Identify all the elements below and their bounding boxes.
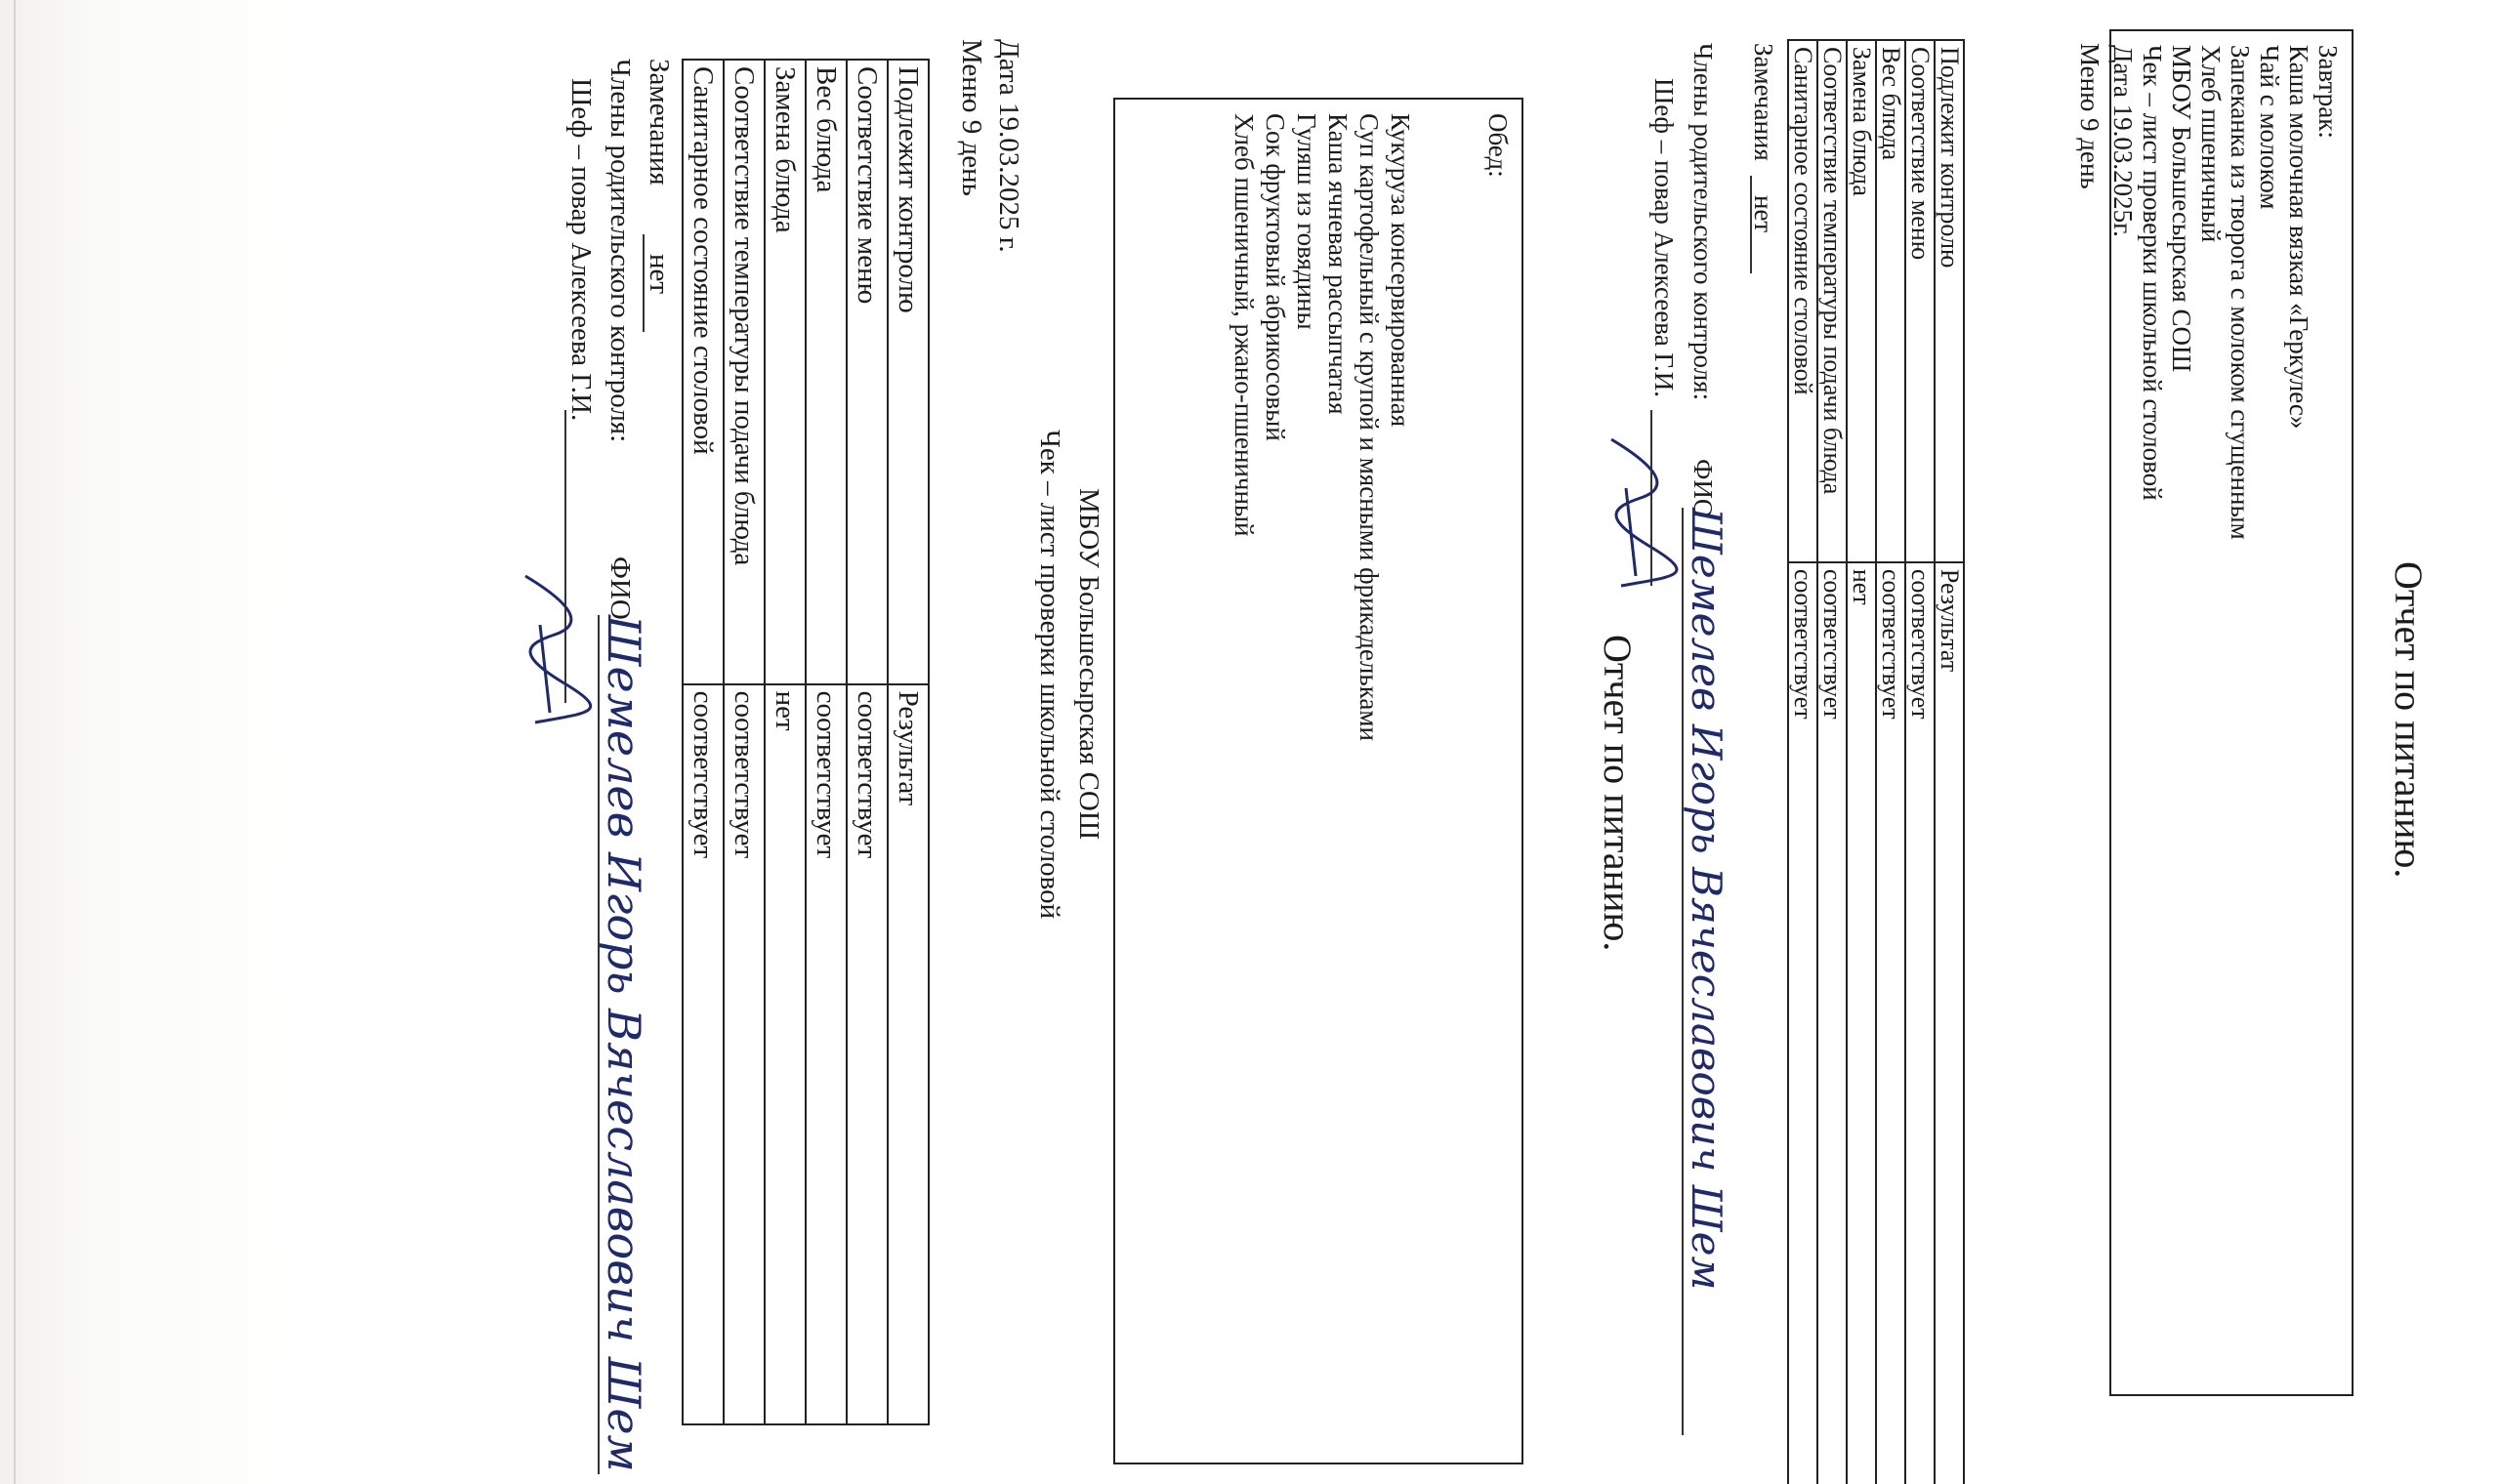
checklist-title-top: Чек – лист проверки школьной столовой xyxy=(2138,45,2167,501)
check-item-cell: Вес блюда xyxy=(806,60,847,684)
header-cell: Подлежит контролю xyxy=(888,60,929,684)
check-item-cell: Замена блюда xyxy=(1847,40,1876,562)
result-cell: соответствует xyxy=(1876,562,1905,1484)
result-cell: соответствует xyxy=(847,684,888,1424)
table-row xyxy=(1905,40,1935,1484)
fio-label-bottom: ФИО xyxy=(604,556,636,620)
handwritten-fio-bottom: Шемелев Игорь Вячеславович Шем xyxy=(598,615,650,1472)
chef-line-bottom: Шеф – повар Алексеева Г.И. xyxy=(565,78,597,422)
check-item-cell: Замена блюда xyxy=(765,60,806,684)
breakfast-item: Чай с молоком xyxy=(2255,45,2284,210)
lunch-item: Кукуруза консервированная xyxy=(1386,113,1415,428)
check-item-cell: Соответствие температуры подачи блюда xyxy=(724,60,765,684)
result-cell: нет xyxy=(1847,562,1876,1484)
breakfast-item: Хлеб пшеничный xyxy=(2196,45,2226,243)
table-row xyxy=(1817,40,1847,1484)
report-title-bottom: Отчет по питанию. xyxy=(1596,635,1640,952)
members-label-bottom: Члены родительского контроля: xyxy=(604,59,636,443)
table-row xyxy=(806,60,847,1424)
table-row xyxy=(1876,40,1905,1484)
check-item-cell: Соответствие меню xyxy=(1905,40,1935,562)
result-cell: соответствует xyxy=(1788,562,1817,1484)
remarks-value-bottom: нет xyxy=(644,254,675,295)
check-item-cell: Соответствие температуры подачи блюда xyxy=(1817,40,1847,562)
table-header-row xyxy=(888,60,929,1424)
control-table-bottom xyxy=(682,59,930,1425)
date-top: Дата 19.03.2025г. xyxy=(2108,45,2138,237)
breakfast-heading: Завтрак: xyxy=(2313,45,2343,139)
chef-signature-bottom xyxy=(508,566,596,762)
lunch-heading: Обед: xyxy=(1483,113,1513,178)
table-row xyxy=(683,60,724,1424)
table-row xyxy=(1788,40,1817,1484)
report-title-top: Отчет по питанию. xyxy=(2387,561,2431,879)
breakfast-item: Запеканка из творога с молоком сгущенным xyxy=(2226,45,2255,540)
header-cell: Подлежит контролю xyxy=(1935,40,1964,562)
check-item-cell: Санитарное состояние столовой xyxy=(1788,40,1817,562)
remarks-underline-top xyxy=(1750,176,1752,273)
checklist-title-bottom: Чек – лист проверки школьной столовой xyxy=(1034,430,1065,920)
header-cell: Результат xyxy=(888,684,929,1424)
result-cell: нет xyxy=(765,684,806,1424)
check-item-cell: Соответствие меню xyxy=(847,60,888,684)
date-bottom: Дата 19.03.2025 г. xyxy=(993,39,1024,253)
chef-line-top: Шеф – повар Алексеева Г.И. xyxy=(1649,78,1679,397)
menu-day-bottom: Меню 9 день xyxy=(956,39,987,196)
lunch-item: Гуляш из говядины xyxy=(1292,113,1321,330)
breakfast-item: Каша молочная вязкая «Геркулес» xyxy=(2284,45,2313,430)
result-cell: соответствует xyxy=(724,684,765,1424)
members-label-top: Члены родительского контроля: xyxy=(1688,43,1718,401)
fio-label-top: ФИО xyxy=(1688,459,1718,518)
fio-underline-top xyxy=(1682,508,1684,1435)
check-item-cell: Санитарное состояние столовой xyxy=(683,60,724,684)
result-cell: соответствует xyxy=(683,684,724,1424)
school-name-bottom: МБОУ Большесырская СОШ xyxy=(1073,488,1104,841)
table-row xyxy=(765,60,806,1424)
remarks-underline-bottom xyxy=(643,234,645,332)
remarks-label-bottom: Замечания xyxy=(644,59,675,186)
table-row xyxy=(847,60,888,1424)
school-name-top: МБОУ Большесырская СОШ xyxy=(2167,45,2196,373)
result-cell: соответствует xyxy=(1817,562,1847,1484)
lunch-menu-box xyxy=(1113,98,1523,1464)
remarks-value-top: нет xyxy=(1749,195,1778,233)
check-item-cell: Вес блюда xyxy=(1876,40,1905,562)
table-row xyxy=(1847,40,1876,1484)
result-cell: соответствует xyxy=(806,684,847,1424)
table-row xyxy=(724,60,765,1424)
breakfast-menu-box xyxy=(2109,29,2354,1396)
lunch-item: Каша ячневая рассыпчатая xyxy=(1323,113,1353,415)
lunch-item: Сок фруктовый абрикосовый xyxy=(1261,113,1290,441)
lunch-item: Хлеб пшеничный, ржано-пшеничный xyxy=(1229,113,1259,537)
control-table-top xyxy=(1787,39,1965,1484)
remarks-label-top: Замечания xyxy=(1749,43,1778,161)
fio-underline-bottom xyxy=(598,615,600,1474)
result-cell: соответствует xyxy=(1905,562,1935,1484)
chef-signature-top xyxy=(1592,430,1680,625)
lunch-item: Суп картофельный с крупой и мясными фрикадельками xyxy=(1354,113,1384,741)
table-header-row xyxy=(1935,40,1964,1484)
header-cell: Результат xyxy=(1935,562,1964,1484)
menu-day-top: Меню 9 день xyxy=(2075,43,2104,189)
handwritten-fio-top: Шемелев Игорь Вячеславович Шем xyxy=(1683,508,1730,1291)
